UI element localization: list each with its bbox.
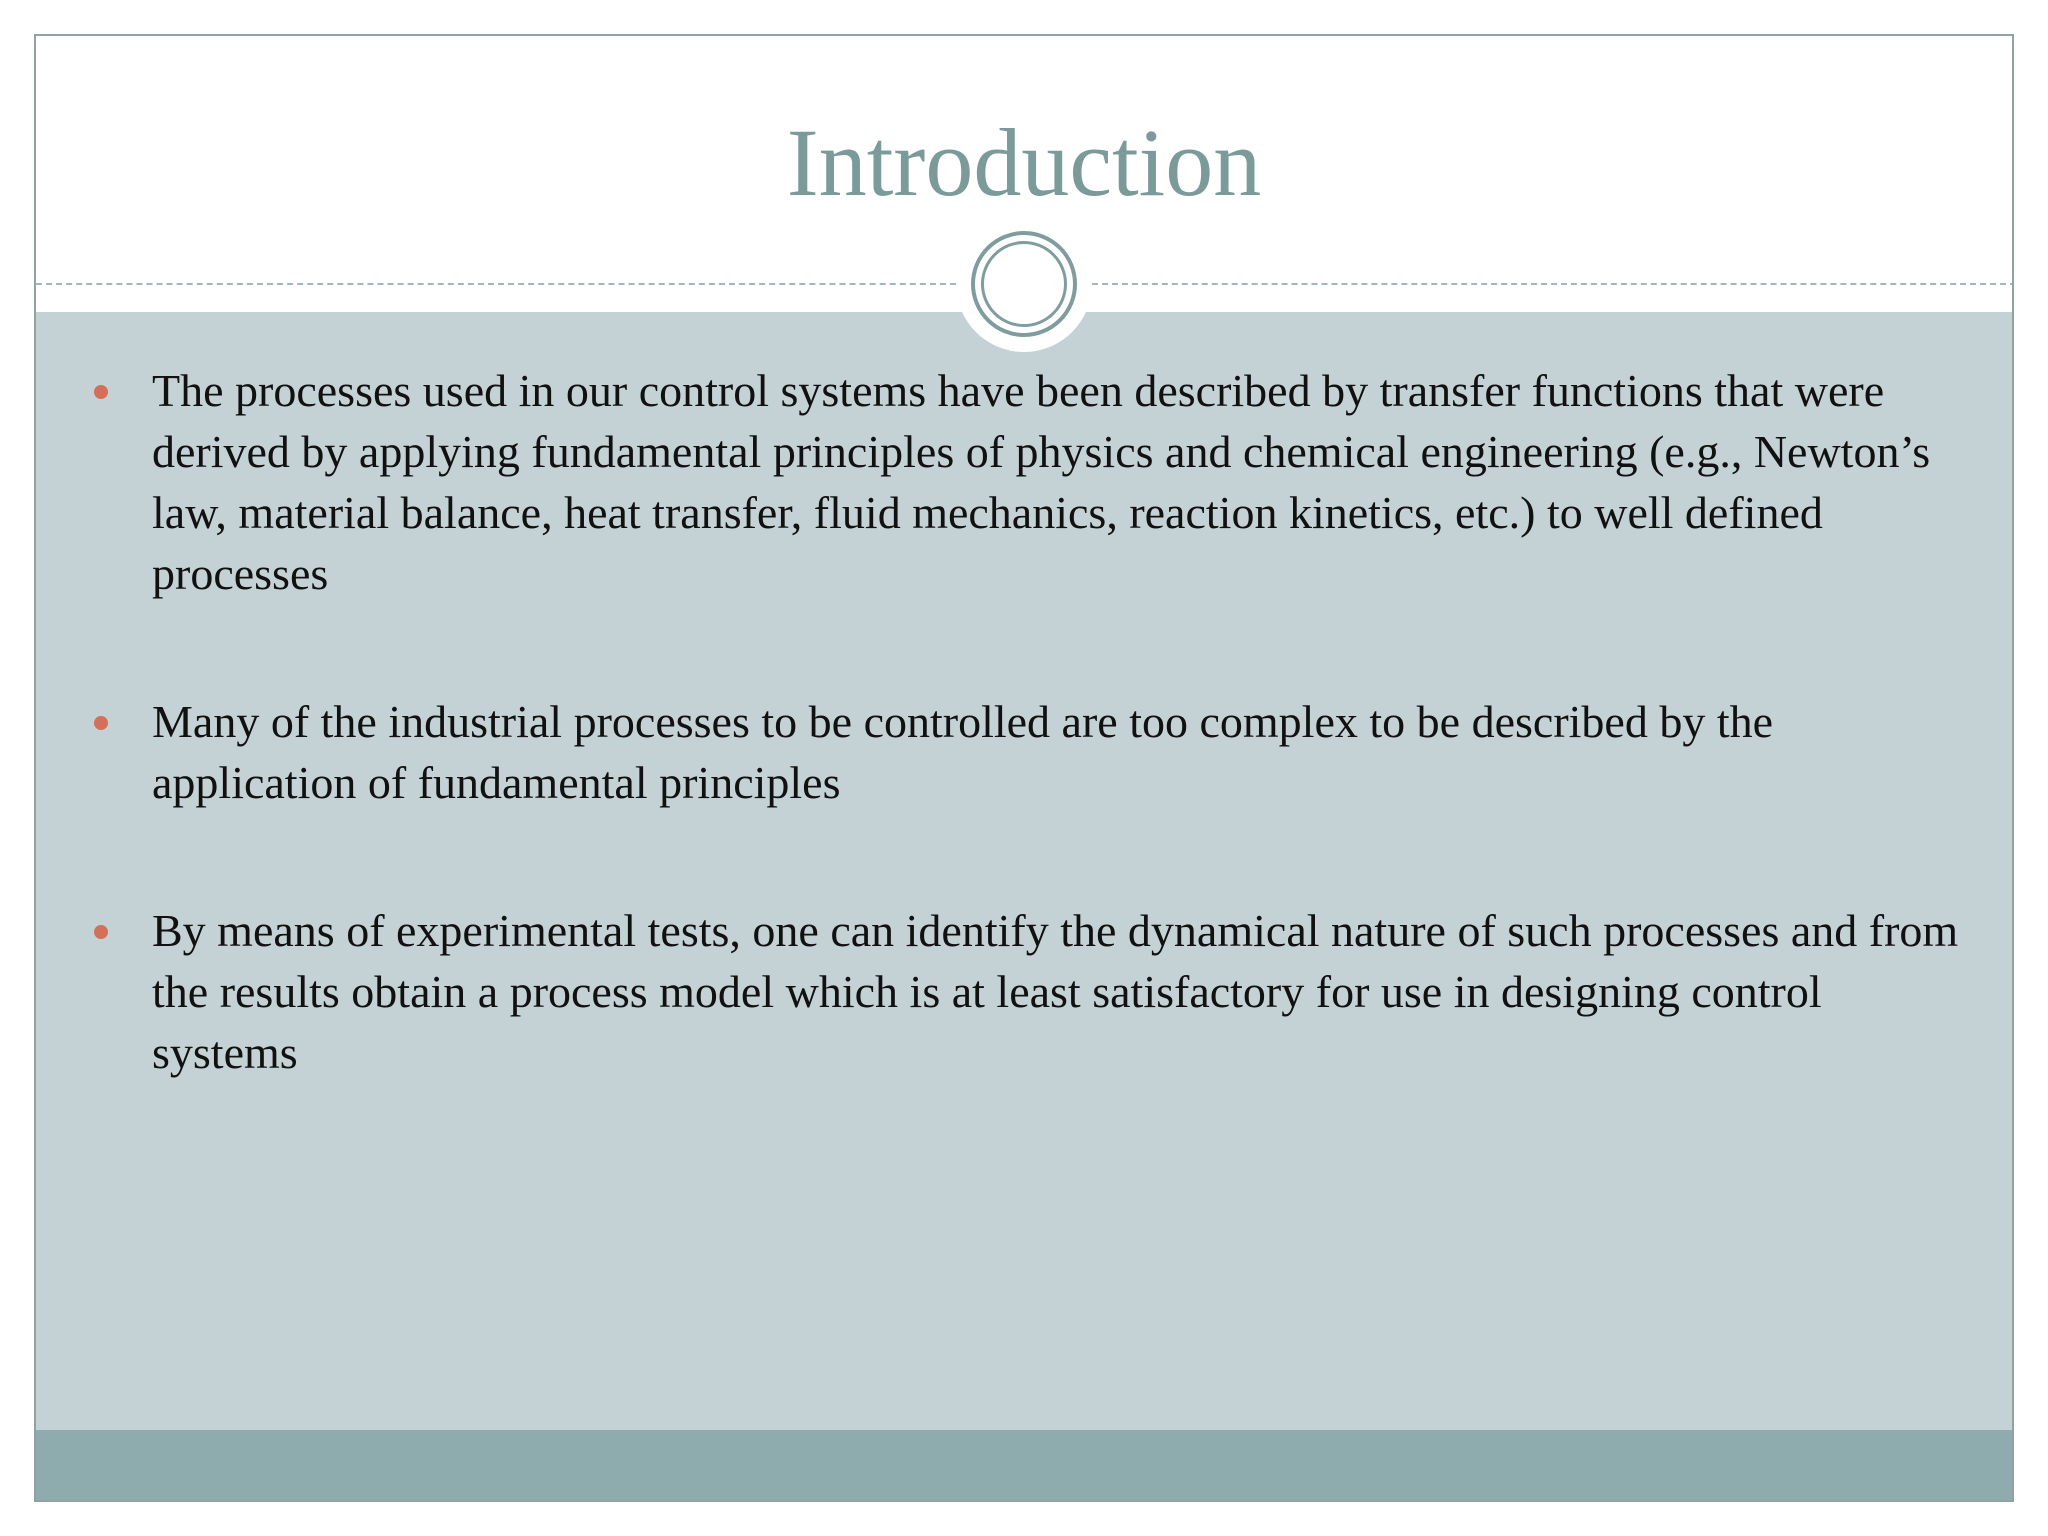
bullet-item: The processes used in our control systems have been described by transfer functions that were derived by applying fundamental principles of physics and chemical engineering (e.g., Newton’s law, material balance, heat transfer, fluid mechanics, reaction kinetics, etc.) to well defined processes (152, 365, 1931, 599)
footer-band (36, 1430, 2012, 1502)
bullet-dot-icon (94, 716, 108, 730)
divider-line-left (36, 283, 956, 285)
divider-line-right (1092, 283, 2014, 285)
bullet-dot-icon (94, 925, 108, 939)
bullet-item: By means of experimental tests, one can identify the dynamical nature of such processes and from the results obtain a process model which is at least satisfactory for use in designing control systems (152, 905, 1959, 1078)
slide-title: Introduction (786, 109, 1262, 216)
double-ring-inner-icon (981, 241, 1067, 327)
bullet-dot-icon (94, 385, 108, 399)
bullet-item: Many of the industrial processes to be controlled are too complex to be described by the application of fundamental principles (152, 696, 1774, 808)
slide (34, 34, 2014, 1502)
